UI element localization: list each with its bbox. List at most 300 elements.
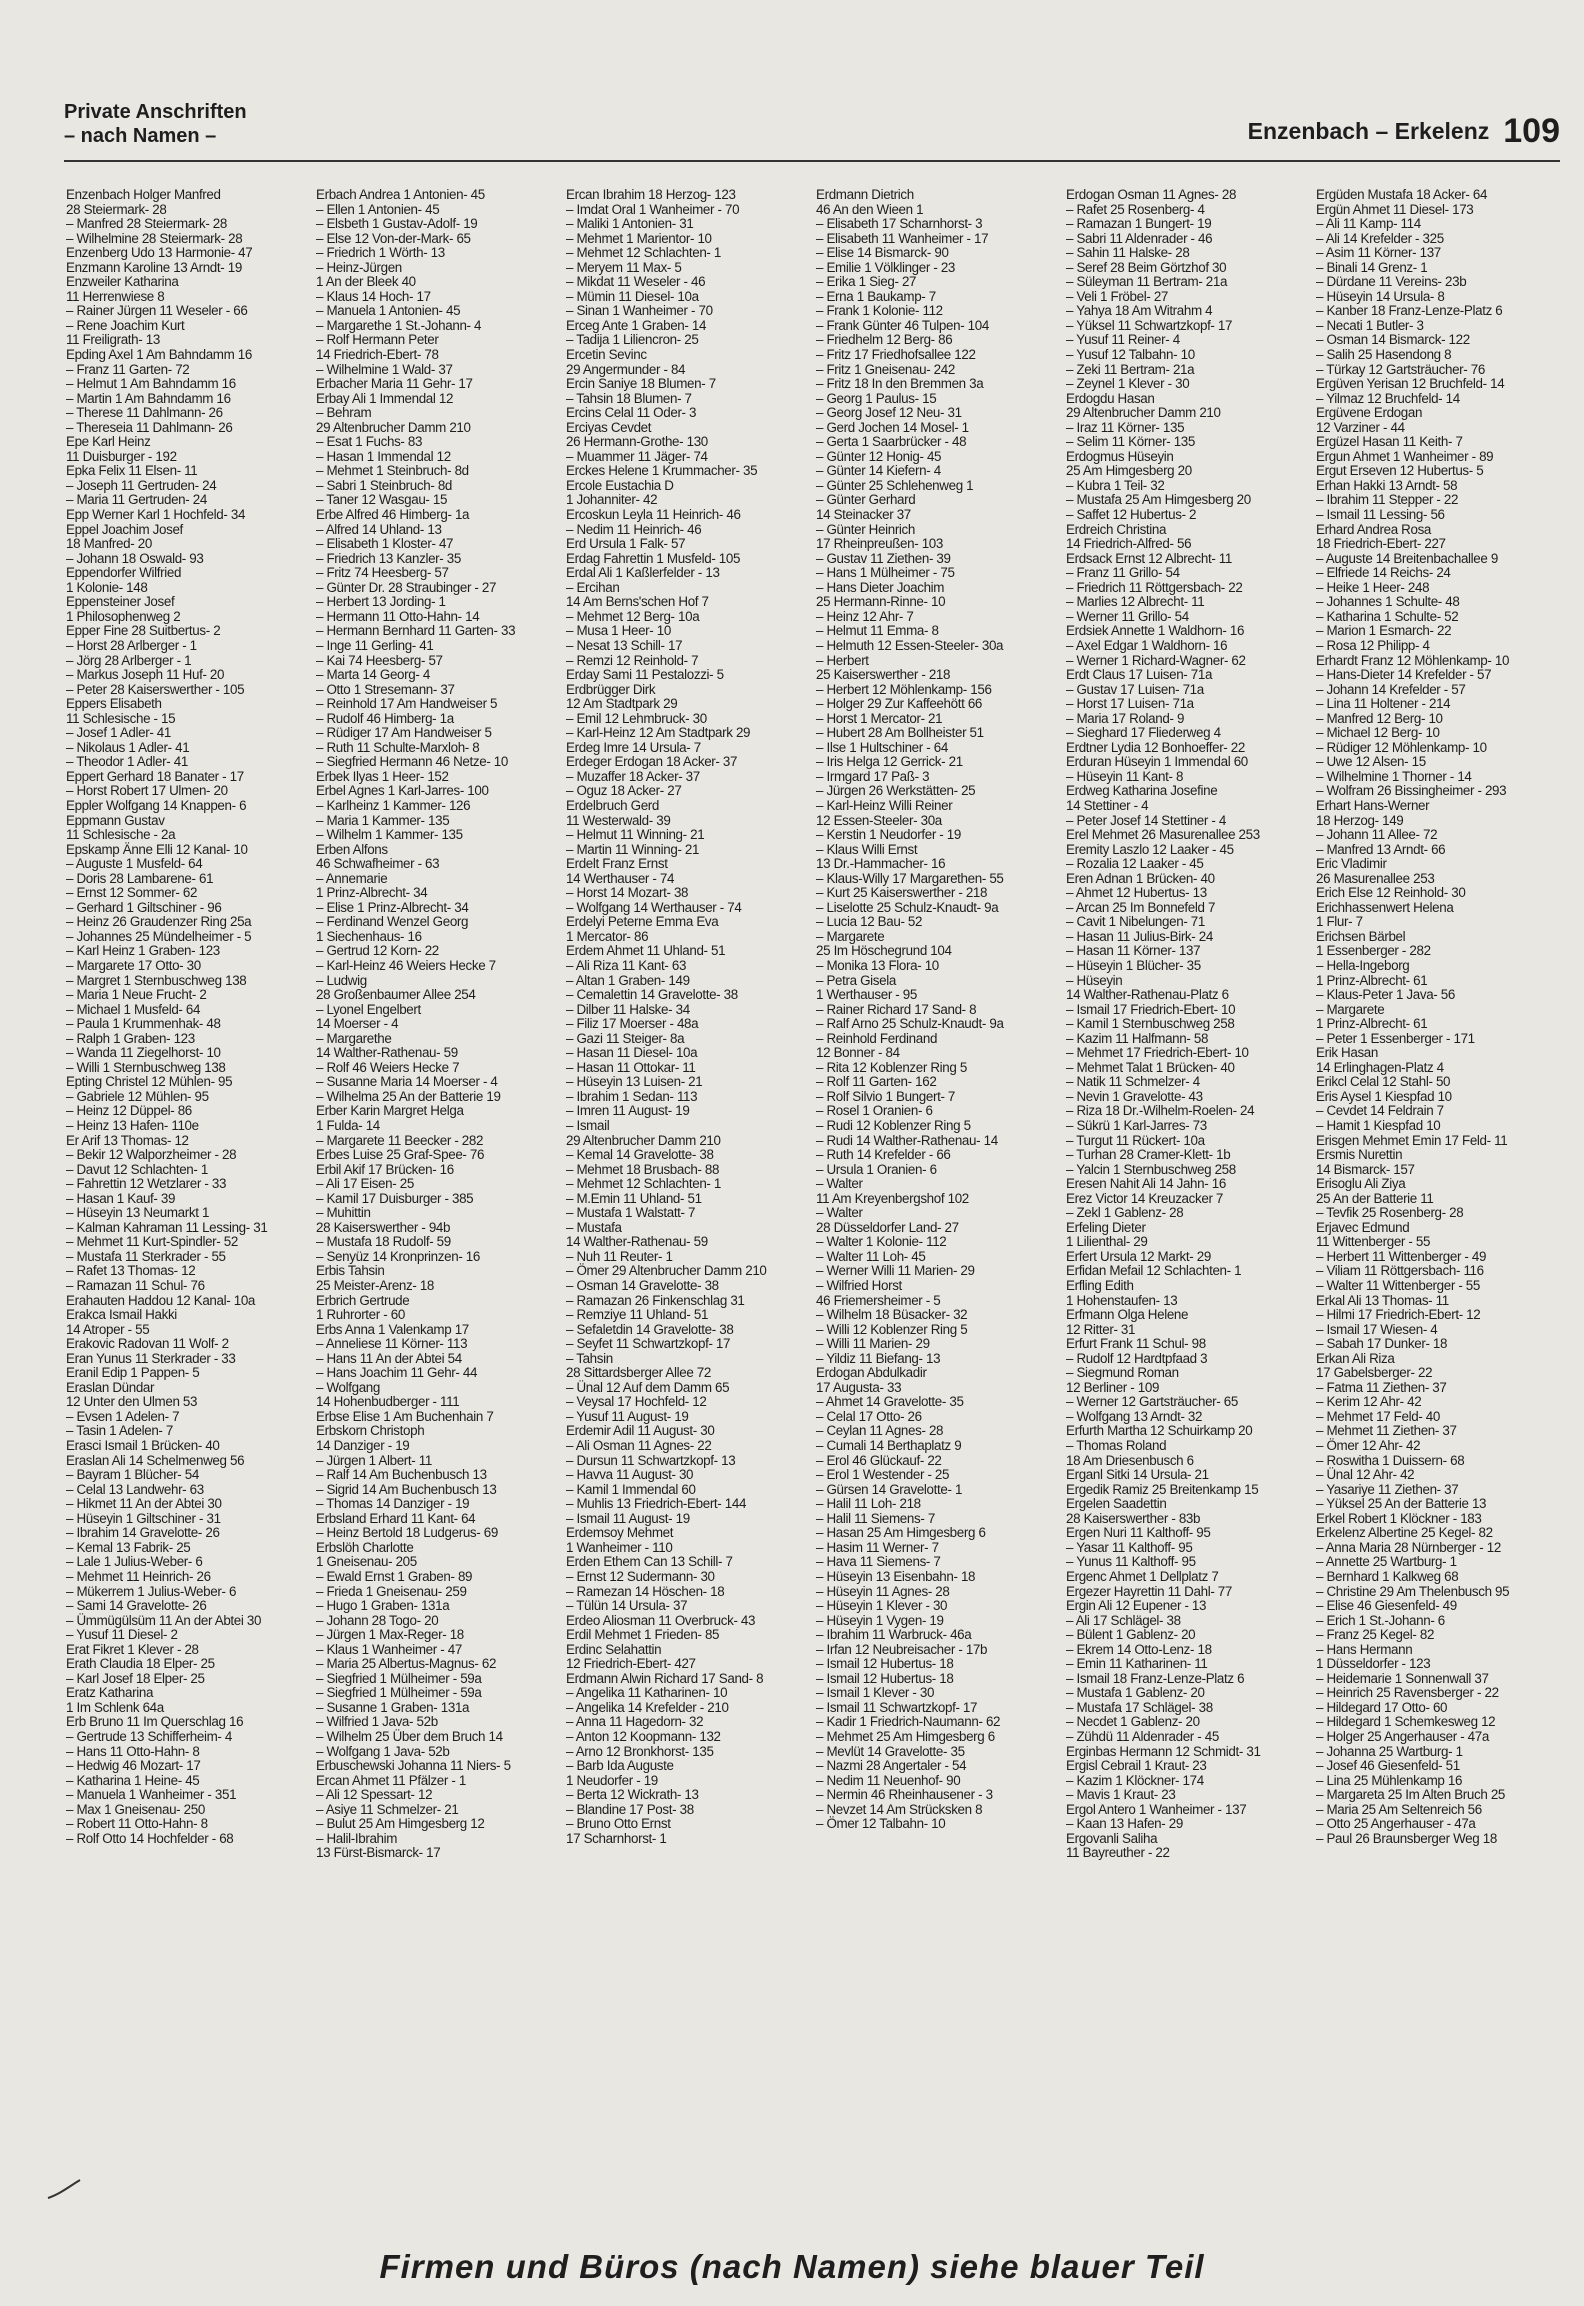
directory-entry: – Robert 11 Otto-Hahn- 8 bbox=[66, 1816, 208, 1832]
directory-entry: – Bülent 1 Gablenz- 20 bbox=[1066, 1627, 1196, 1643]
directory-entry: Erbs Anna 1 Valenkamp 17 bbox=[316, 1321, 469, 1337]
directory-entry: – Hamit 1 Kiespfad 10 bbox=[1316, 1118, 1441, 1133]
directory-entry: Erb Bruno 11 Im Querschlag 16 bbox=[66, 1714, 244, 1730]
directory-entry: – Mustafa bbox=[566, 1219, 622, 1235]
directory-entry: – Katharina 1 Heine- 45 bbox=[66, 1772, 200, 1788]
directory-entry: – Mümin 11 Diesel- 10a bbox=[566, 288, 699, 304]
directory-entry: – Michael 1 Musfeld- 64 bbox=[66, 1001, 201, 1017]
directory-entry: – Senyüz 14 Kronprinzen- 16 bbox=[316, 1248, 480, 1264]
directory-entry: – Natik 11 Schmelzer- 4 bbox=[1066, 1074, 1200, 1090]
directory-entry: – Horst 1 Mercator- 21 bbox=[816, 710, 943, 726]
directory-entry: – Heinz 13 Hafen- 110e bbox=[66, 1118, 199, 1133]
directory-entry: 1 Lilienthal- 29 bbox=[1066, 1234, 1148, 1250]
directory-entry: 14 Walther-Rathenau- 59 bbox=[566, 1234, 708, 1250]
directory-entry: – Margarethe bbox=[316, 1030, 392, 1046]
directory-entry: – Ibrahim 14 Gravelotte- 26 bbox=[66, 1525, 220, 1541]
directory-entry: – Zeki 11 Bertram- 21a bbox=[1066, 361, 1195, 377]
directory-entry: – Remzi 12 Reinhold- 7 bbox=[566, 652, 699, 668]
directory-entry: 1 Ruhrorter - 60 bbox=[316, 1307, 405, 1323]
directory-entry: Epe Karl Heinz bbox=[66, 434, 151, 450]
directory-entry: – Manfred 12 Berg- 10 bbox=[1316, 710, 1443, 726]
directory-entry: Erdelyi Peterne Emma Eva bbox=[566, 914, 719, 930]
directory-entry: – Axel Edgar 1 Waldhorn- 16 bbox=[1066, 637, 1228, 653]
directory-entry: – Sigrid 14 Am Buchenbusch 13 bbox=[316, 1481, 497, 1497]
page-header bbox=[0, 0, 1584, 160]
directory-entry: – Bulut 25 Am Himgesberg 12 bbox=[316, 1816, 485, 1832]
directory-column-3 bbox=[566, 188, 816, 2238]
directory-entry: – Siegfried 1 Mülheimer - 59a bbox=[316, 1685, 482, 1701]
directory-entry: 11 Freiligrath- 13 bbox=[66, 332, 160, 348]
directory-entry: 28 Steiermark- 28 bbox=[66, 201, 167, 217]
directory-entry: 13 Dr.-Hammacher- 16 bbox=[816, 856, 946, 872]
directory-entry: 1 Flur- 7 bbox=[1316, 914, 1363, 930]
directory-entry: – Gerta 1 Saarbrücker - 48 bbox=[816, 434, 967, 450]
directory-entry: Erat Fikret 1 Klever - 28 bbox=[66, 1641, 199, 1657]
directory-entry: – Hubert 28 Am Bollheister 51 bbox=[816, 725, 984, 741]
directory-entry: – Imren 11 August- 19 bbox=[566, 1103, 690, 1119]
directory-entry: 1 Im Schlenk 64a bbox=[66, 1699, 164, 1715]
directory-entry: – Helmut 1 Am Bahndamm 16 bbox=[66, 376, 236, 392]
directory-entry: – Jürgen 26 Werkstätten- 25 bbox=[816, 783, 976, 799]
directory-entry: – Remziye 11 Uhland- 51 bbox=[566, 1307, 709, 1323]
directory-entry: Erceg Ante 1 Graben- 14 bbox=[566, 317, 707, 333]
directory-entry: – Ralph 1 Graben- 123 bbox=[66, 1030, 195, 1046]
directory-entry: – Rozalia 12 Laaker - 45 bbox=[1066, 856, 1204, 872]
directory-entry: Erbis Tahsin bbox=[316, 1263, 385, 1279]
directory-entry: 12 Bonner - 84 bbox=[816, 1045, 900, 1061]
directory-entry: – Paula 1 Krummenhak- 48 bbox=[66, 1016, 221, 1032]
directory-entry: Eppel Joachim Josef bbox=[66, 521, 183, 537]
directory-entry: – Ismail 18 Franz-Lenze-Platz 6 bbox=[1066, 1670, 1245, 1686]
directory-entry: – Lale 1 Julius-Weber- 6 bbox=[66, 1554, 203, 1570]
directory-entry: – Friedrich 1 Wörth- 13 bbox=[316, 245, 445, 261]
directory-entry: – Mustafa 17 Schlägel- 38 bbox=[1066, 1699, 1213, 1715]
directory-entry: – Tadija 1 Liliencron- 25 bbox=[566, 332, 699, 348]
directory-entry: 14 Atroper - 55 bbox=[66, 1321, 150, 1337]
directory-entry: – Maria 11 Gertruden- 24 bbox=[66, 492, 207, 508]
directory-entry: – Wolfgang 14 Werthauser - 74 bbox=[566, 899, 742, 915]
directory-entry: – Gertrud 12 Korn- 22 bbox=[316, 943, 439, 959]
directory-entry: – Sabri 1 Steinbruch- 8d bbox=[316, 477, 453, 493]
directory-entry: – Fritz 17 Friedhofsallee 122 bbox=[816, 347, 976, 363]
directory-entry: Erdal Ali 1 Kaßlerfelder - 13 bbox=[566, 565, 720, 581]
directory-entry: – Ismail 12 Hubertus- 18 bbox=[816, 1670, 954, 1686]
directory-entry: – Ramazan 11 Schul- 76 bbox=[66, 1278, 205, 1294]
directory-entry: Erik Hasan bbox=[1316, 1045, 1378, 1061]
page-range-title bbox=[1248, 112, 1560, 151]
section-title bbox=[64, 100, 247, 148]
directory-entry: Erkal Ali 13 Thomas- 11 bbox=[1316, 1292, 1449, 1308]
directory-entry: Erbach Andrea 1 Antonien- 45 bbox=[316, 188, 485, 202]
directory-entry: 29 Altenbrucher Damm 210 bbox=[1066, 405, 1221, 421]
directory-entry: – Wilfried 1 Java- 52b bbox=[316, 1714, 438, 1730]
directory-entry: Erdmann Dietrich bbox=[816, 188, 914, 202]
page-number: 109 bbox=[1503, 112, 1560, 150]
directory-entry: – Yüksel 11 Schwartzkopf- 17 bbox=[1066, 317, 1233, 333]
directory-entry: – Heinz 12 Düppel- 86 bbox=[66, 1103, 192, 1119]
directory-entry: – Asiye 11 Schmelzer- 21 bbox=[316, 1801, 459, 1817]
directory-entry: Epper Fine 28 Suitbertus- 2 bbox=[66, 623, 221, 639]
directory-entry: Eraslan Ali 14 Schelmenweg 56 bbox=[66, 1452, 245, 1468]
directory-entry: – Sabri 11 Aldenrader - 46 bbox=[1066, 230, 1213, 246]
directory-entry: – Ömer 12 Talbahn- 10 bbox=[816, 1816, 946, 1832]
directory-entry: 29 Angermunder - 84 bbox=[566, 361, 686, 377]
directory-entry: – Horst Robert 17 Ulmen- 20 bbox=[66, 783, 228, 799]
directory-entry: 11 Schlesische - 15 bbox=[66, 710, 176, 726]
directory-entry: – Kanber 18 Franz-Lenze-Platz 6 bbox=[1316, 303, 1503, 319]
directory-entry: – Necdet 1 Gablenz- 20 bbox=[1066, 1714, 1200, 1730]
directory-entry: – Kazim 11 Halfmann- 58 bbox=[1066, 1030, 1209, 1046]
directory-entry: Erdemsoy Mehmet bbox=[566, 1525, 674, 1541]
directory-entry: – Nedim 11 Neuenhof- 90 bbox=[816, 1772, 961, 1788]
directory-entry: – Willi 1 Sternbuschweg 138 bbox=[66, 1059, 226, 1075]
directory-entry: – Mevlüt 14 Gravelotte- 35 bbox=[816, 1743, 965, 1759]
directory-entry: Eranil Edip 1 Pappen- 5 bbox=[66, 1365, 200, 1381]
directory-entry: Erbsland Erhard 11 Kant- 64 bbox=[316, 1510, 476, 1526]
directory-entry: – Walter 11 Wittenberger - 55 bbox=[1316, 1278, 1480, 1294]
directory-entry: Erkan Ali Riza bbox=[1316, 1350, 1395, 1366]
directory-entry: – Peter 1 Essenberger - 171 bbox=[1316, 1030, 1475, 1046]
directory-entry: Erdeg Imre 14 Ursula- 7 bbox=[566, 739, 701, 755]
directory-entry: 29 Altenbrucher Damm 210 bbox=[566, 1132, 721, 1148]
directory-entry: Erbse Elise 1 Am Buchenhain 7 bbox=[316, 1408, 494, 1424]
directory-entry: – Ramazan 26 Finkenschlag 31 bbox=[566, 1292, 745, 1308]
directory-entry: 12 Berliner - 109 bbox=[1066, 1379, 1160, 1395]
directory-entry: – Hugo 1 Graben- 131a bbox=[316, 1598, 450, 1614]
directory-entry: – Werner 1 Richard-Wagner- 62 bbox=[1066, 652, 1246, 668]
directory-entry: Erich Else 12 Reinhold- 30 bbox=[1316, 885, 1466, 901]
directory-entry: – Kemal 13 Fabrik- 25 bbox=[66, 1539, 191, 1555]
directory-entry: – Manfred 28 Steiermark- 28 bbox=[66, 216, 227, 232]
directory-entry: – Peter 28 Kaiserswerther - 105 bbox=[66, 681, 245, 697]
directory-entry: – Iris Helga 12 Gerrick- 21 bbox=[816, 754, 963, 770]
directory-entry: – Heinz 26 Graudenzer Ring 25a bbox=[66, 914, 252, 930]
directory-entry: – Katharina 1 Schulte- 52 bbox=[1316, 608, 1459, 624]
directory-entry: Ergisl Cebrail 1 Kraut- 23 bbox=[1066, 1758, 1207, 1774]
directory-entry: – Irmgard 17 Paß- 3 bbox=[816, 768, 930, 784]
directory-entry: – Erol 46 Glückauf- 22 bbox=[816, 1452, 942, 1468]
directory-entry: – Filiz 17 Moerser - 48a bbox=[566, 1016, 699, 1032]
directory-entry: – Ismail 11 August- 19 bbox=[566, 1510, 690, 1526]
directory-entry: Erdweg Katharina Josefine bbox=[1066, 783, 1218, 799]
directory-entry: – Willi 12 Koblenzer Ring 5 bbox=[816, 1321, 968, 1337]
directory-entry: Erd Ursula 1 Falk- 57 bbox=[566, 536, 686, 552]
directory-entry: Erbacher Maria 11 Gehr- 17 bbox=[316, 376, 473, 392]
directory-entry: 14 Danziger - 19 bbox=[316, 1438, 410, 1454]
directory-entry: Erdinc Selahattin bbox=[566, 1641, 662, 1657]
directory-entry: – Ismail 17 Wiesen- 4 bbox=[1316, 1321, 1438, 1337]
directory-entry: – Johanna 25 Wartburg- 1 bbox=[1316, 1743, 1463, 1759]
directory-entry: Erdreich Christina bbox=[1066, 521, 1167, 537]
directory-entry: – Ekrem 14 Otto-Lenz- 18 bbox=[1066, 1641, 1212, 1657]
directory-entry: 14 Hohenbudberger - 111 bbox=[316, 1394, 460, 1410]
directory-entry: 28 Sittardsberger Allee 72 bbox=[566, 1365, 711, 1381]
directory-entry: 14 Am Berns'schen Hof 7 bbox=[566, 594, 709, 610]
directory-entry: – Holger 29 Zur Kaffeehött 66 bbox=[816, 696, 983, 712]
directory-entry: – Klaus 14 Hoch- 17 bbox=[316, 288, 431, 304]
directory-entry: Ergedik Ramiz 25 Breitenkamp 15 bbox=[1066, 1481, 1259, 1497]
directory-entry: Erdogdu Hasan bbox=[1066, 390, 1155, 406]
directory-entry: – Mehmet 11 Kurt-Spindler- 52 bbox=[66, 1234, 238, 1250]
directory-entry: – Kai 74 Heesberg- 57 bbox=[316, 652, 443, 668]
directory-entry: 14 Friedrich-Ebert- 78 bbox=[316, 347, 439, 363]
directory-entry: – Holger 25 Angerhauser - 47a bbox=[1316, 1728, 1489, 1744]
directory-entry: Erginbas Hermann 12 Schmidt- 31 bbox=[1066, 1743, 1261, 1759]
directory-entry: – Ilse 1 Hultschiner - 64 bbox=[816, 739, 948, 755]
directory-entry: 14 Erlinghagen-Platz 4 bbox=[1316, 1059, 1444, 1075]
directory-entry: – Angelika 11 Katharinen- 10 bbox=[566, 1685, 728, 1701]
directory-entry: 11 Duisburger - 192 bbox=[66, 448, 177, 464]
directory-entry: – Ercihan bbox=[566, 579, 620, 595]
directory-entry: 14 Walther-Rathenau-Platz 6 bbox=[1066, 987, 1229, 1003]
directory-entry: – Berta 12 Wickrath- 13 bbox=[566, 1787, 699, 1803]
directory-entry: – Günter Heinrich bbox=[816, 521, 915, 537]
directory-entry: – Turhan 28 Cramer-Klett- 1b bbox=[1066, 1147, 1231, 1163]
directory-entry: – Hans-Dieter 14 Krefelder - 57 bbox=[1316, 667, 1492, 683]
directory-entry: – Seyfet 11 Schwartzkopf- 17 bbox=[566, 1336, 731, 1352]
directory-entry: – Yasar 11 Kalthoff- 95 bbox=[1066, 1539, 1193, 1555]
directory-entry: – Mustafa 1 Gablenz- 20 bbox=[1066, 1685, 1205, 1701]
directory-entry: Eppmann Gustav bbox=[66, 812, 165, 828]
directory-entry: – Wolfgang bbox=[316, 1379, 380, 1395]
directory-entry: – Viliam 11 Röttgersbach- 116 bbox=[1316, 1263, 1484, 1279]
directory-entry: Eppler Wolfgang 14 Knappen- 6 bbox=[66, 797, 247, 813]
directory-entry: – Cevdet 14 Feldrain 7 bbox=[1316, 1103, 1444, 1119]
directory-entry: – Wilhelm 18 Büsacker- 32 bbox=[816, 1307, 968, 1323]
directory-entry: – Heidemarie 1 Sonnenwall 37 bbox=[1316, 1670, 1489, 1686]
directory-entry: 26 Hermann-Grothe- 130 bbox=[566, 434, 708, 450]
directory-entry: – Türkay 12 Gartsträucher- 76 bbox=[1316, 361, 1485, 377]
directory-entry: – Johann 11 Allee- 72 bbox=[1316, 827, 1438, 843]
directory-entry: – Wilhelma 25 An der Batterie 19 bbox=[316, 1088, 501, 1104]
directory-entry: Erbel Agnes 1 Karl-Jarres- 100 bbox=[316, 783, 489, 799]
directory-entry: – Walter 11 Loh- 45 bbox=[816, 1248, 926, 1264]
directory-entry: Erichsen Bärbel bbox=[1316, 928, 1406, 944]
directory-entry: Erbek Ilyas 1 Heer- 152 bbox=[316, 768, 449, 784]
directory-entry: – Ramezan 14 Höschen- 18 bbox=[566, 1583, 725, 1599]
directory-entry: – Süleyman 11 Bertram- 21a bbox=[1066, 274, 1228, 290]
directory-entry: 25 Im Höschegrund 104 bbox=[816, 943, 952, 959]
directory-entry: – Wilhelm 1 Kammer- 135 bbox=[316, 827, 463, 843]
directory-entry: Ercan Ibrahim 18 Herzog- 123 bbox=[566, 188, 736, 202]
directory-entry: – Yilmaz 12 Bruchfeld- 14 bbox=[1316, 390, 1460, 406]
directory-entry: – Hüseyin 11 Kant- 8 bbox=[1066, 768, 1184, 784]
directory-entry: – Sieghard 17 Fliederweg 4 bbox=[1066, 725, 1221, 741]
directory-entry: – Marta 14 Georg- 4 bbox=[316, 667, 430, 683]
directory-entry: – Oguz 18 Acker- 27 bbox=[566, 783, 682, 799]
directory-entry: – Sabah 17 Dunker- 18 bbox=[1316, 1336, 1448, 1352]
directory-entry: – Sefaletdin 14 Gravelotte- 38 bbox=[566, 1321, 734, 1337]
directory-entry: – Emilie 1 Völklinger - 23 bbox=[816, 259, 956, 275]
directory-entry: – Margarete 11 Beecker - 282 bbox=[316, 1132, 484, 1148]
directory-entry: – Osman 14 Bismarck- 122 bbox=[1316, 332, 1470, 348]
directory-entry: – Maria 1 Kammer- 135 bbox=[316, 812, 450, 828]
directory-entry: – Taner 12 Wasgau- 15 bbox=[316, 492, 448, 508]
directory-entry: Epting Christel 12 Mühlen- 95 bbox=[66, 1074, 233, 1090]
directory-entry: Erbe Alfred 46 Himberg- 1a bbox=[316, 507, 470, 523]
directory-entry: – Hans Dieter Joachim bbox=[816, 579, 945, 595]
directory-entry: Erhart Hans-Werner bbox=[1316, 797, 1430, 813]
directory-entry: – Ismail 11 Schwartzkopf- 17 bbox=[816, 1699, 978, 1715]
directory-entry: 12 Essen-Steeler- 30a bbox=[816, 812, 942, 828]
directory-entry: – Cumali 14 Berthaplatz 9 bbox=[816, 1438, 962, 1454]
directory-entry: – Ömer 12 Ahr- 42 bbox=[1316, 1438, 1421, 1454]
directory-entry: – Hüseyin bbox=[1066, 972, 1123, 988]
directory-entry: Ergin Ali 12 Eupener - 13 bbox=[1066, 1598, 1207, 1614]
directory-entry: – Dürdane 11 Vereins- 23b bbox=[1316, 274, 1467, 290]
directory-entry: – Zühdü 11 Aldenrader - 45 bbox=[1066, 1728, 1219, 1744]
directory-entry: Ercetin Sevinc bbox=[566, 347, 647, 363]
directory-entry: – Kadir 1 Friedrich-Naumann- 62 bbox=[816, 1714, 1001, 1730]
directory-entry: – Gerhard 1 Giltschiner - 96 bbox=[66, 899, 222, 915]
directory-entry: – Mehmet 12 Berg- 10a bbox=[566, 608, 700, 624]
directory-entry: – Horst 28 Arlberger - 1 bbox=[66, 637, 197, 653]
directory-entry: – Sükrü 1 Karl-Jarres- 73 bbox=[1066, 1118, 1207, 1133]
directory-entry: – Ahmet 12 Hubertus- 13 bbox=[1066, 885, 1207, 901]
directory-entry: – Hikmet 11 An der Abtei 30 bbox=[66, 1496, 222, 1512]
directory-entry: Erbskorn Christoph bbox=[316, 1423, 425, 1439]
directory-entry: Erdeger Erdogan 18 Acker- 37 bbox=[566, 754, 738, 770]
directory-entry: – Emil 12 Lehmbruck- 30 bbox=[566, 710, 707, 726]
directory-entry: – Musa 1 Heer- 10 bbox=[566, 623, 671, 639]
directory-entry: – Friedhelm 12 Berg- 86 bbox=[816, 332, 953, 348]
directory-entry: – Ruth 11 Schulte-Marxloh- 8 bbox=[316, 739, 480, 755]
directory-entry: – Hilmi 17 Friedrich-Ebert- 12 bbox=[1316, 1307, 1481, 1323]
directory-columns bbox=[66, 188, 1566, 2238]
directory-entry: – Ibrahim 11 Warbruck- 46a bbox=[816, 1627, 972, 1643]
directory-entry: Erasci Ismail 1 Brücken- 40 bbox=[66, 1438, 220, 1454]
directory-entry: – Ewald Ernst 1 Graben- 89 bbox=[316, 1568, 473, 1584]
directory-entry: – Bekir 12 Walporzheimer - 28 bbox=[66, 1147, 237, 1163]
directory-entry: – Mehmet 25 Am Himgesberg 6 bbox=[816, 1728, 995, 1744]
directory-entry: – Ludwig bbox=[316, 972, 367, 988]
directory-entry: – Blandine 17 Post- 38 bbox=[566, 1801, 694, 1817]
directory-entry: – Muhlis 13 Friedrich-Ebert- 144 bbox=[566, 1496, 747, 1512]
directory-entry: – Willi 11 Marien- 29 bbox=[816, 1336, 930, 1352]
directory-entry: – Yildiz 11 Biefang- 13 bbox=[816, 1350, 941, 1366]
directory-entry: – Herbert 12 Möhlenkamp- 156 bbox=[816, 681, 992, 697]
directory-entry: – Josef 46 Giesenfeld- 51 bbox=[1316, 1758, 1460, 1774]
directory-entry: – Ceylan 11 Agnes- 28 bbox=[816, 1423, 944, 1439]
directory-entry: – Mükerrem 1 Julius-Weber- 6 bbox=[66, 1583, 237, 1599]
directory-entry: Erdogan Osman 11 Agnes- 28 bbox=[1066, 188, 1237, 202]
directory-entry: – Walter bbox=[816, 1176, 863, 1192]
directory-entry: – Nazmi 28 Angertaler - 54 bbox=[816, 1758, 967, 1774]
directory-entry: – Kazim 1 Klöckner- 174 bbox=[1066, 1772, 1204, 1788]
directory-entry: Epskamp Änne Elli 12 Kanal- 10 bbox=[66, 841, 248, 857]
directory-entry: – Ralf 14 Am Buchenbusch 13 bbox=[316, 1467, 487, 1483]
directory-entry: – Veysal 17 Hochfeld- 12 bbox=[566, 1394, 707, 1410]
directory-entry: 1 Hohenstaufen- 13 bbox=[1066, 1292, 1178, 1308]
directory-entry: Enzenbach Holger Manfred bbox=[66, 188, 221, 202]
directory-entry: – Iraz 11 Körner- 135 bbox=[1066, 419, 1185, 435]
directory-entry: – Rafet 13 Thomas- 12 bbox=[66, 1263, 196, 1279]
directory-entry: – Friedrich 13 Kanzler- 35 bbox=[316, 550, 461, 566]
directory-entry: – Hüseyin 14 Ursula- 8 bbox=[1316, 288, 1445, 304]
directory-entry: – Markus Joseph 11 Huf- 20 bbox=[66, 667, 225, 683]
directory-entry: – Fatma 11 Ziethen- 37 bbox=[1316, 1379, 1447, 1395]
directory-entry: – Klaus Willi Ernst bbox=[816, 841, 918, 857]
directory-entry: 46 An den Wieen 1 bbox=[816, 201, 924, 217]
directory-entry: – Yasariye 11 Ziethen- 37 bbox=[1316, 1481, 1459, 1497]
directory-entry: – Hella-Ingeborg bbox=[1316, 957, 1410, 973]
directory-entry: – Fahrettin 12 Wetzlarer - 33 bbox=[66, 1176, 227, 1192]
directory-entry: – Zeynel 1 Klever - 30 bbox=[1066, 376, 1190, 392]
directory-entry: – Tevfik 25 Rosenberg- 28 bbox=[1316, 1205, 1464, 1221]
directory-entry: – Lucia 12 Bau- 52 bbox=[816, 914, 923, 930]
directory-entry: – Otto 25 Angerhauser - 47a bbox=[1316, 1816, 1476, 1832]
directory-entry: – Rolf Otto 14 Hochfelder - 68 bbox=[66, 1830, 234, 1846]
directory-entry: – Wolfgang 13 Arndt- 32 bbox=[1066, 1408, 1203, 1424]
directory-entry: – Dursun 11 Schwartzkopf- 13 bbox=[566, 1452, 736, 1468]
directory-entry: Erdt Claus 17 Luisen- 71a bbox=[1066, 667, 1213, 683]
directory-entry: Enzenberg Udo 13 Harmonie- 47 bbox=[66, 245, 253, 261]
directory-entry: – Gustav 11 Ziethen- 39 bbox=[816, 550, 951, 566]
directory-entry: – Hans 11 Otto-Hahn- 8 bbox=[66, 1743, 200, 1759]
directory-entry: – Celal 17 Otto- 26 bbox=[816, 1408, 922, 1424]
directory-entry: – Yüksel 25 An der Batterie 13 bbox=[1316, 1496, 1487, 1512]
directory-entry: Erakca Ismail Hakki bbox=[66, 1307, 177, 1323]
directory-entry: – Hüseyin 1 Klever - 30 bbox=[816, 1598, 948, 1614]
directory-entry: Eratz Katharina bbox=[66, 1685, 154, 1701]
directory-entry: – Fritz 18 In den Bremmen 3a bbox=[816, 376, 984, 392]
directory-entry: Eppensteiner Josef bbox=[66, 594, 175, 610]
directory-entry: – Frank Günter 46 Tulpen- 104 bbox=[816, 317, 989, 333]
directory-entry: – Martin 11 Winning- 21 bbox=[566, 841, 700, 857]
directory-entry: Erdeo Aliosman 11 Overbruck- 43 bbox=[566, 1612, 756, 1628]
directory-entry: – Ursula 1 Oranien- 6 bbox=[816, 1161, 937, 1177]
directory-entry: 25 An der Batterie 11 bbox=[1316, 1190, 1434, 1206]
directory-entry: – Bruno Otto Ernst bbox=[566, 1816, 671, 1832]
directory-entry: Erhan Hakki 13 Arndt- 58 bbox=[1316, 477, 1458, 493]
directory-entry: – Johann 28 Togo- 20 bbox=[316, 1612, 439, 1628]
directory-entry: – Turgut 11 Rückert- 10a bbox=[1066, 1132, 1205, 1148]
directory-entry: – Nuh 11 Reuter- 1 bbox=[566, 1248, 673, 1264]
directory-entry: 46 Schwafheimer - 63 bbox=[316, 856, 440, 872]
directory-entry: – Manuela 1 Wanheimer - 351 bbox=[66, 1787, 237, 1803]
directory-entry: – Nevzet 14 Am Strücksken 8 bbox=[816, 1801, 983, 1817]
directory-entry: 18 Manfred- 20 bbox=[66, 536, 152, 552]
directory-entry: 11 Westerwald- 39 bbox=[566, 812, 671, 828]
directory-entry: – Mehmet 1 Steinbruch- 8d bbox=[316, 463, 469, 479]
directory-entry: – Anna 11 Hagedorn- 32 bbox=[566, 1714, 704, 1730]
directory-entry: – Halil 11 Loh- 218 bbox=[816, 1496, 921, 1512]
directory-entry: – Yahya 18 Am Witrahm 4 bbox=[1066, 303, 1213, 319]
directory-entry: – Mehmet 17 Friedrich-Ebert- 10 bbox=[1066, 1045, 1249, 1061]
directory-entry: – Thomas Roland bbox=[1066, 1438, 1167, 1454]
directory-entry: Erben Alfons bbox=[316, 841, 388, 857]
directory-entry: – Rosa 12 Philipp- 4 bbox=[1316, 637, 1430, 653]
directory-entry: – Binali 14 Grenz- 1 bbox=[1316, 259, 1428, 275]
directory-entry: – Angelika 14 Krefelder - 210 bbox=[566, 1699, 729, 1715]
directory-entry: – Karl-Heinz Willi Reiner bbox=[816, 797, 953, 813]
directory-entry: – Siegfried Hermann 46 Netze- 10 bbox=[316, 754, 509, 770]
directory-entry: – Bayram 1 Blücher- 54 bbox=[66, 1467, 199, 1483]
directory-entry: Erganl Sitki 14 Ursula- 21 bbox=[1066, 1467, 1209, 1483]
directory-entry: Erfmann Olga Helene bbox=[1066, 1307, 1189, 1323]
directory-entry: – Mehmet Talat 1 Brücken- 40 bbox=[1066, 1059, 1235, 1075]
directory-entry: – Reinhold Ferdinand bbox=[816, 1030, 938, 1046]
directory-entry: – Davut 12 Schlachten- 1 bbox=[66, 1161, 208, 1177]
directory-entry: 11 Herrenwiese 8 bbox=[66, 288, 165, 304]
directory-entry: – Cemalettin 14 Gravelotte- 38 bbox=[566, 987, 738, 1003]
directory-entry: – Bernhard 1 Kalkweg 68 bbox=[1316, 1568, 1459, 1584]
directory-entry: Erckes Helene 1 Krummacher- 35 bbox=[566, 463, 758, 479]
directory-entry: – Anneliese 11 Körner- 113 bbox=[316, 1336, 468, 1352]
directory-entry: 1 Prinz-Albrecht- 61 bbox=[1316, 972, 1428, 988]
directory-entry: – Mehmet 12 Schlachten- 1 bbox=[566, 1176, 722, 1192]
directory-entry: – Elisabeth 17 Scharnhorst- 3 bbox=[816, 216, 983, 232]
